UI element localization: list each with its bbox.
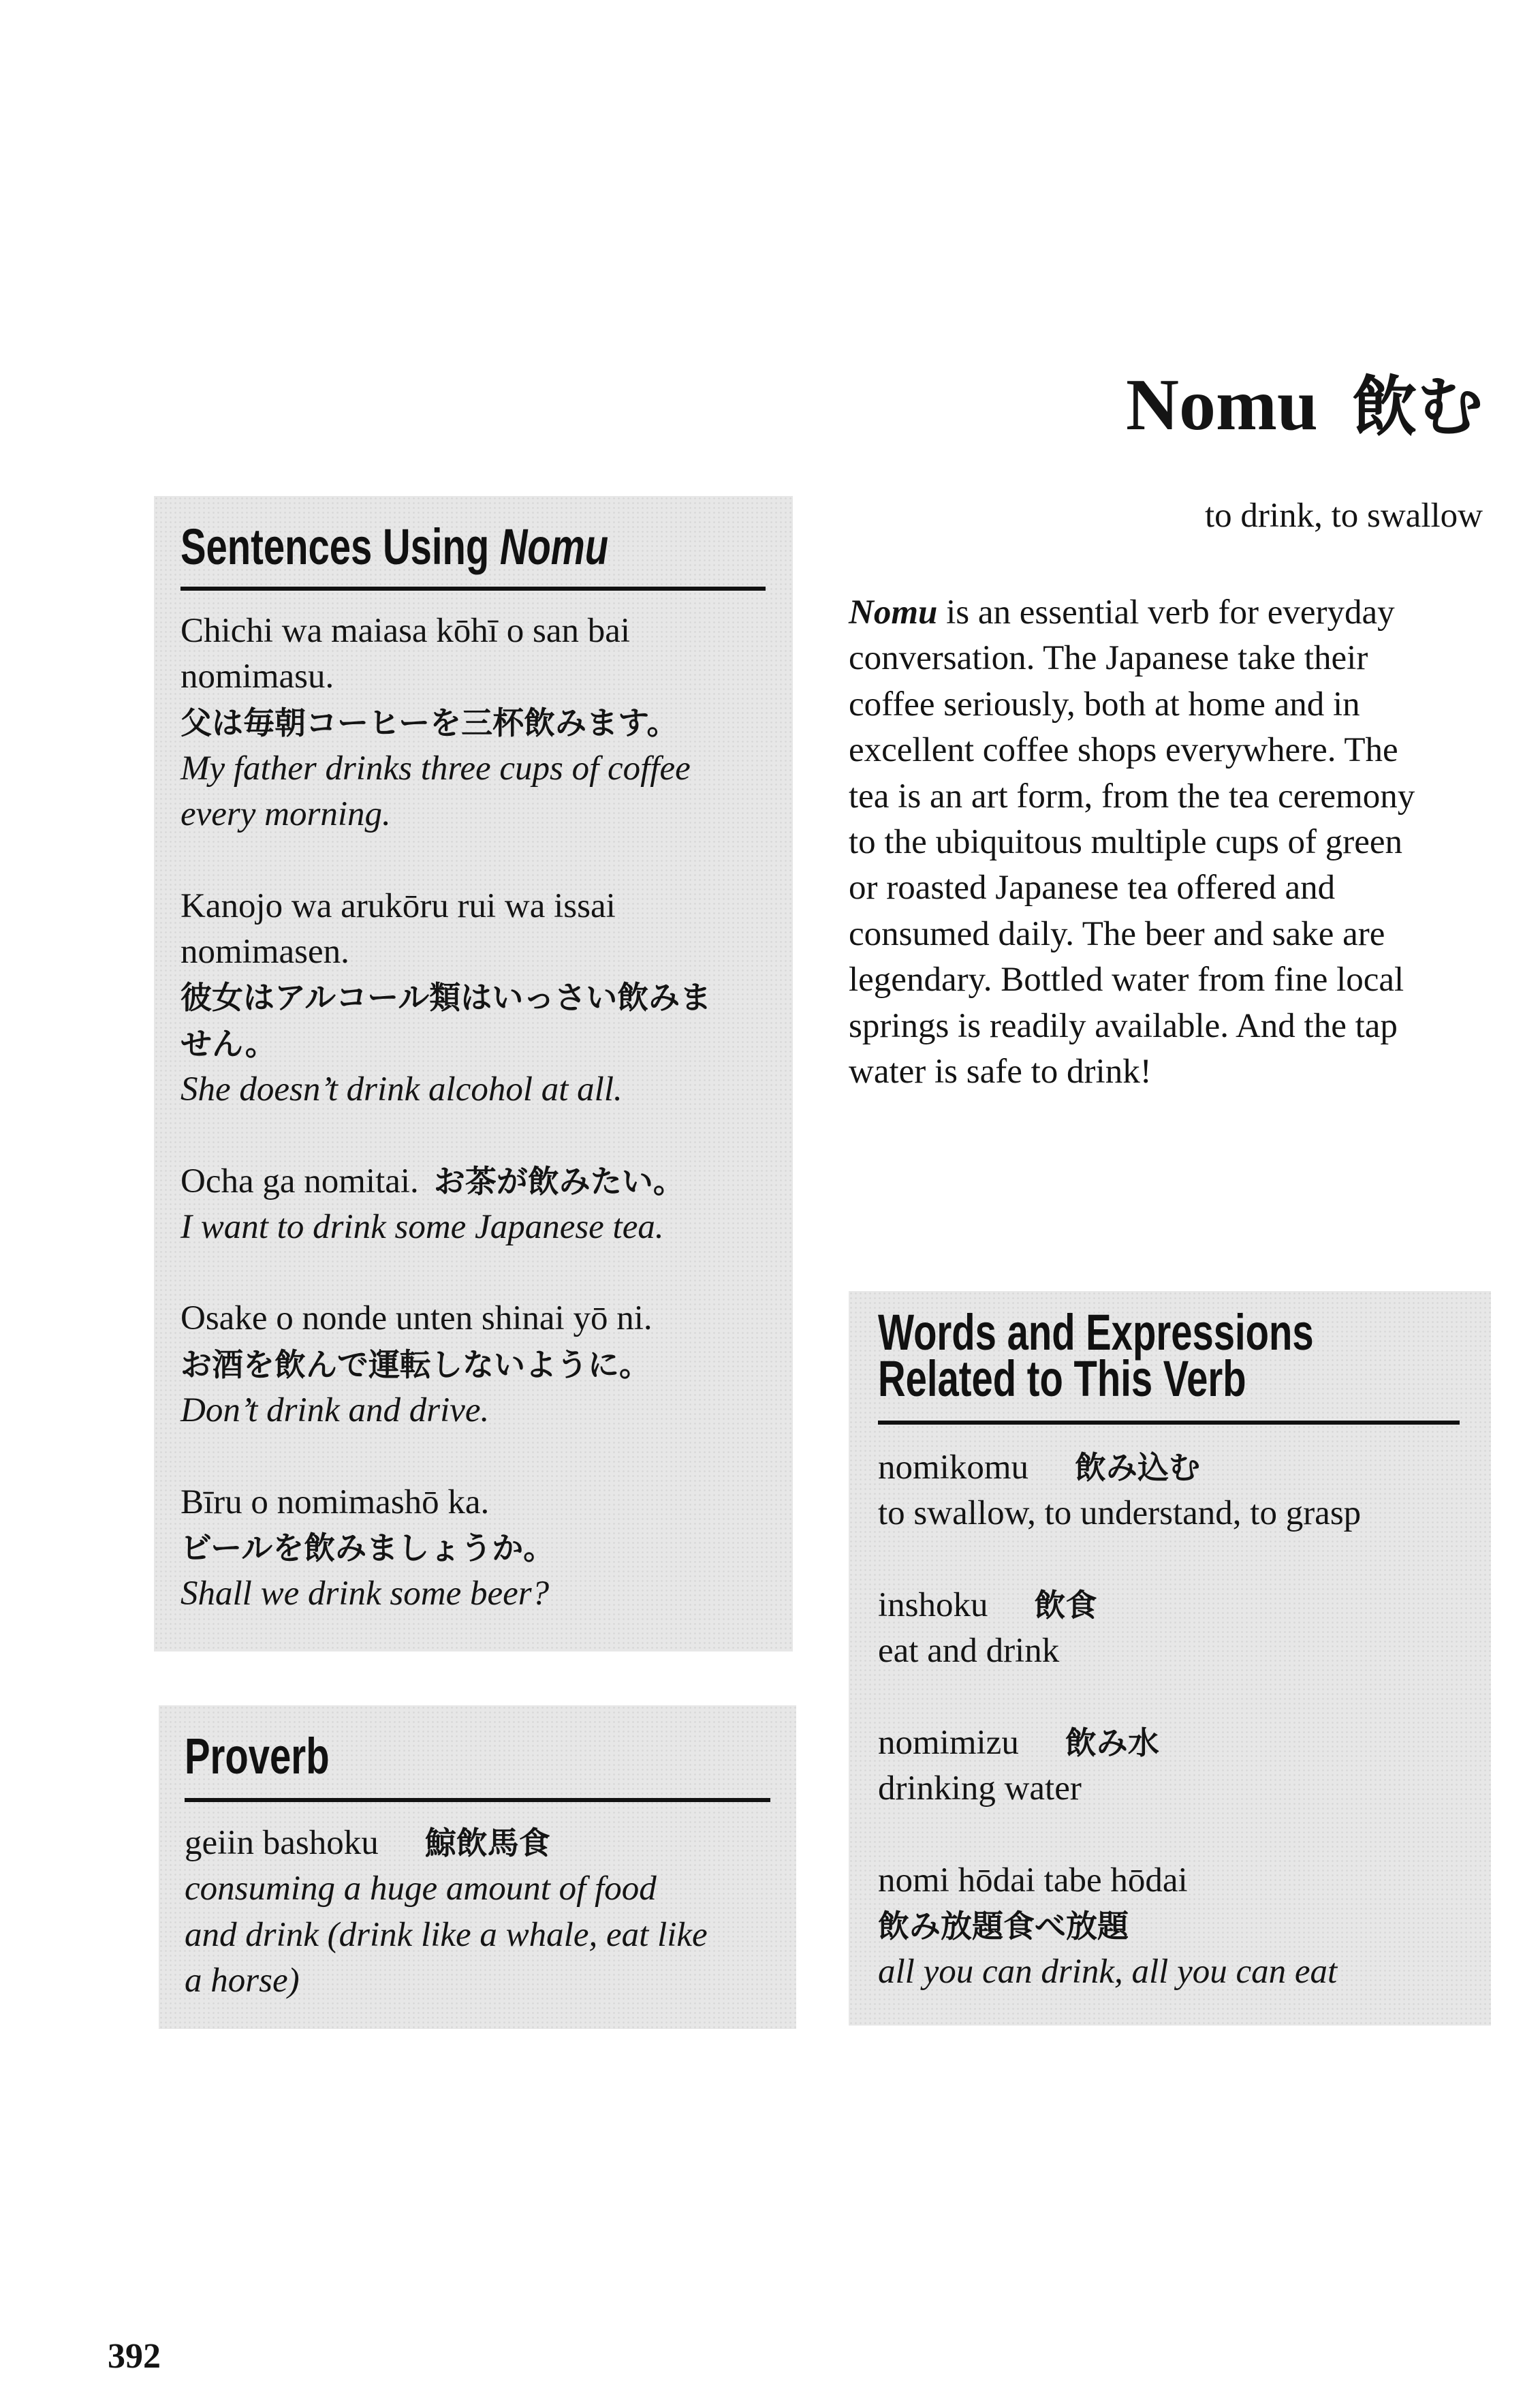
related-rule (878, 1421, 1460, 1425)
proverb-line (185, 1820, 708, 1866)
related-heading-line: Related to This Verb (878, 1350, 1246, 1407)
related-box (849, 1291, 1491, 2026)
related-term-line (878, 1720, 1361, 1766)
related-term-line (878, 1583, 1361, 1628)
sentence-english: I want to drink some Japanese tea. (180, 1207, 664, 1246)
sentence-example (180, 1159, 711, 1251)
intro-line: legendary. Bottled water from fine local (849, 961, 1404, 999)
sentence-japanese: お酒を飲んで運転しないように。 (180, 1346, 650, 1383)
proverb-romaji: geiin bashoku (185, 1824, 379, 1862)
related-meaning: drinking water (878, 1769, 1082, 1808)
related-entry (878, 1858, 1361, 1996)
intro-lead-term: Nomu (849, 593, 938, 632)
sentence-english: Don’t drink and drive. (180, 1391, 490, 1430)
sentences-rule (180, 587, 766, 591)
related-meaning: eat and drink (878, 1632, 1060, 1671)
proverb-kanji: 鯨飲馬食 (424, 1825, 550, 1861)
sentences-heading-text: Sentences Using (180, 518, 500, 575)
intro-line-text: is an essential verb for everyday (937, 593, 1395, 632)
intro-line: consumed daily. The beer and sake are (849, 914, 1385, 953)
related-kanji: 飲み水 (1065, 1724, 1159, 1761)
sentence-japanese: お茶が飲みたい。 (433, 1162, 685, 1200)
verb-title (1126, 365, 1483, 448)
related-kanji: 飲食 (1034, 1586, 1097, 1624)
sentences-box (154, 496, 793, 1652)
sentence-romaji: Osake o nonde unten shinai yō ni. (180, 1299, 653, 1338)
verb-meaning: to drink, to swallow (1205, 497, 1483, 535)
sentence-romaji: Ocha ga nomitai. (180, 1162, 419, 1200)
sentence-japanese: 父は毎朝コーヒーを三杯飲みます。 (180, 704, 678, 741)
page-number: 392 (108, 2337, 161, 2376)
proverb-meaning-line: a horse) (185, 1961, 300, 2000)
proverb-meaning-line: and drink (drink like a whale, eat like (185, 1915, 708, 1954)
proverb-rule (185, 1798, 770, 1802)
sentences-heading (180, 520, 608, 574)
related-entry (878, 1720, 1361, 1812)
intro-line: springs is readily available. And the tap (849, 1006, 1398, 1045)
intro-line: or roasted Japanese tea offered and (849, 869, 1336, 908)
related-entry (878, 1445, 1361, 1537)
sentence-example (180, 884, 711, 1113)
sentence-english: Shall we drink some beer? (180, 1575, 550, 1613)
sentence-romaji: nomimasen. (180, 933, 349, 972)
related-meaning: all you can drink, all you can eat (878, 1953, 1338, 1991)
related-meaning: to swallow, to understand, to grasp (878, 1494, 1362, 1533)
related-entry (878, 1583, 1361, 1675)
related-kanji: 飲み放題食べ放題 (878, 1907, 1129, 1944)
related-kanji: 飲み込む (1075, 1449, 1201, 1486)
title-kanji: 飲む (1352, 369, 1483, 445)
sentence-romaji: nomimasu. (180, 657, 334, 696)
related-romaji: nomimizu (878, 1723, 1019, 1762)
sentence-japanese: 彼女はアルコール類はいっさい飲みま (180, 979, 712, 1017)
proverb-meaning-line: consuming a huge amount of food (185, 1870, 657, 1908)
sentence-example (180, 1296, 711, 1433)
proverb-heading: Proverb (185, 1728, 330, 1784)
sentence-english: She doesn’t drink alcohol at all. (180, 1070, 623, 1109)
sentence-romaji: Kanojo wa arukōru rui wa issai (180, 886, 616, 925)
sentences-list (180, 608, 711, 1617)
intro-paragraph (849, 590, 1415, 1095)
sentence-romaji: Bīru o nomimashō ka. (180, 1483, 490, 1521)
intro-line: excellent coffee shops everywhere. The (849, 731, 1398, 770)
title-romaji: Nomu (1125, 365, 1318, 446)
intro-line: coffee seriously, both at home and in (849, 685, 1360, 724)
intro-line: to the ubiquitous multiple cups of green (849, 823, 1403, 862)
sentence-english: My father drinks three cups of coffee (180, 749, 691, 788)
related-list (878, 1445, 1361, 1996)
sentence-example (180, 1480, 711, 1617)
intro-line: water is safe to drink! (849, 1053, 1152, 1091)
related-term-line (878, 1445, 1361, 1491)
sentence-english: every morning. (180, 795, 391, 834)
related-romaji: nomikomu (878, 1448, 1029, 1487)
intro-line: conversation. The Japanese take their (849, 639, 1368, 678)
sentence-line (180, 1159, 711, 1205)
sentence-japanese: ビールを飲みましょうか。 (180, 1529, 555, 1566)
sentences-heading-term: Nomu (499, 518, 609, 575)
related-romaji: inshoku (878, 1585, 988, 1624)
related-heading-line: Words and Expressions (878, 1304, 1314, 1361)
related-romaji: nomi hōdai tabe hōdai (878, 1861, 1188, 1900)
proverb-box (159, 1705, 796, 2029)
sentence-romaji: Chichi wa maiasa kōhī o san bai (180, 612, 631, 650)
sentence-example (180, 608, 711, 837)
related-heading (878, 1304, 1314, 1407)
intro-line: tea is an art form, from the tea ceremony (849, 777, 1415, 816)
sentence-japanese: せん。 (180, 1025, 277, 1062)
intro-line (849, 590, 1415, 636)
proverb-body (185, 1820, 708, 2004)
